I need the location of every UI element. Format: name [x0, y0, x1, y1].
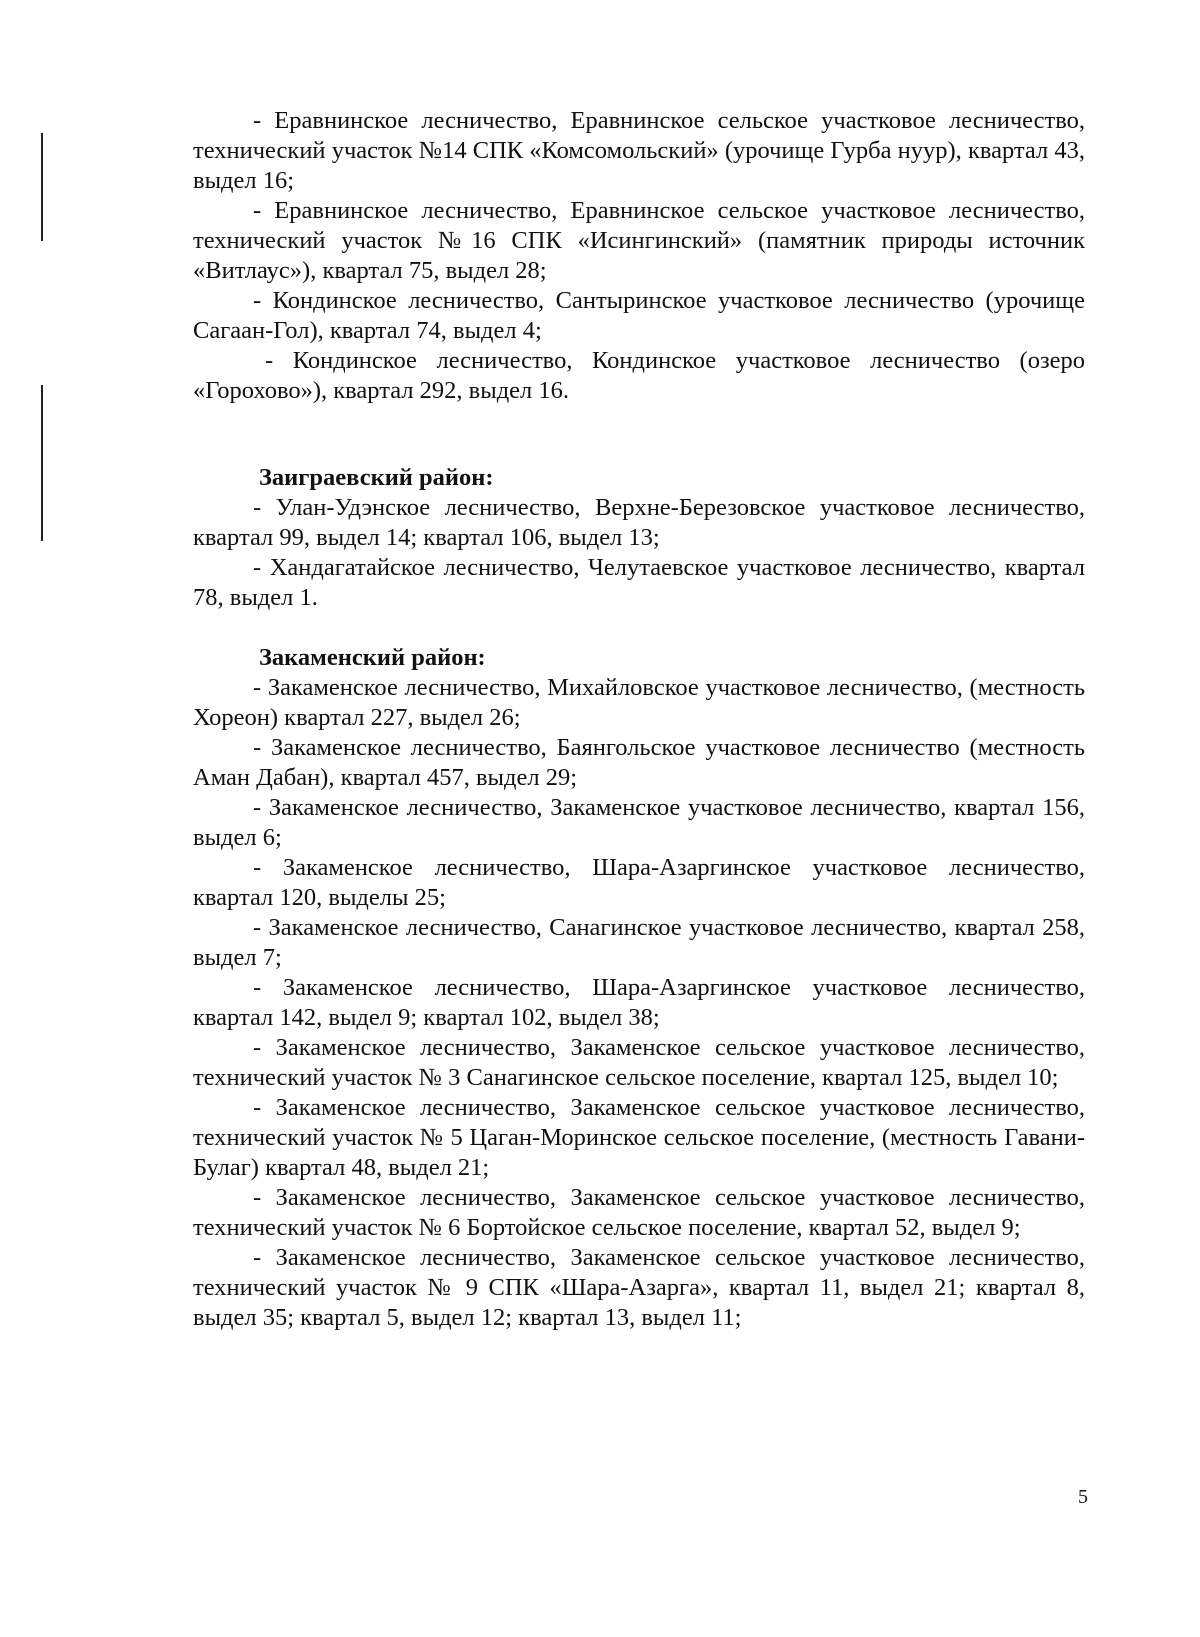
margin-scan-line	[41, 385, 43, 541]
list-item: - Кондинское лесничество, Кондинское участковое лесничество (озеро «Горохово»), квартал 292, выдел 16.	[193, 347, 1085, 404]
section-heading: Заиграевский район:	[259, 464, 494, 491]
margin-scan-line	[41, 133, 43, 241]
spacer	[193, 406, 1085, 463]
document-body	[193, 106, 1085, 1333]
page-number: 5	[1078, 1486, 1088, 1508]
list-item: - Закаменское лесничество, Санагинское участковое лесничество, квартал 258, выдел 7;	[193, 914, 1085, 971]
list-item: - Еравнинское лесничество, Еравнинское сельское участковое лесничество, технический участок №16 СПК «Исингинский» (памятник природы источник «Витлаус»), квартал 75, выдел 28;	[193, 197, 1085, 284]
spacer	[193, 613, 1085, 643]
list-item: - Улан-Удэнское лесничество, Верхне-Березовское участковое лесничество, квартал 99, выдел 14; квартал 106, выдел 13;	[193, 494, 1085, 551]
list-item: - Закаменское лесничество, Шара-Азаргинское участковое лесничество, квартал 142, выдел 9; квартал 102, выдел 38;	[193, 974, 1085, 1031]
list-item: - Еравнинское лесничество, Еравнинское сельское участковое лесничество, технический участок №14 СПК «Комсомольский» (урочище Гурба нуур), квартал 43, выдел 16;	[193, 107, 1085, 194]
list-item: - Хандагатайское лесничество, Челутаевское участковое лесничество, квартал 78, выдел 1.	[193, 554, 1085, 611]
section-heading: Закаменский район:	[259, 644, 486, 671]
list-item: - Закаменское лесничество, Закаменское сельское участковое лесничество, технический участок № 6 Бортойское сельское поселение, квартал 52, выдел 9;	[193, 1184, 1085, 1241]
list-item: - Закаменское лесничество, Закаменское сельское участковое лесничество, технический участок № 9 СПК «Шара-Азарга», квартал 11, выдел 21; квартал 8, выдел 35; квартал 5, выдел 12; квартал 13, выдел 11;	[193, 1244, 1085, 1331]
list-item: - Закаменское лесничество, Шара-Азаргинское участковое лесничество, квартал 120, выделы 25;	[193, 854, 1085, 911]
list-item: - Закаменское лесничество, Закаменское участковое лесничество, квартал 156, выдел 6;	[193, 794, 1085, 851]
list-item: - Закаменское лесничество, Михайловское участковое лесничество, (местность Хореон) квартал 227, выдел 26;	[193, 674, 1085, 731]
list-item: - Закаменское лесничество, Закаменское сельское участковое лесничество, технический участок № 3 Санагинское сельское поселение, квартал 125, выдел 10;	[193, 1034, 1085, 1091]
list-item: - Кондинское лесничество, Сантыринское участковое лесничество (урочище Сагаан-Гол), квартал 74, выдел 4;	[193, 287, 1085, 344]
list-item: - Закаменское лесничество, Баянгольское участковое лесничество (местность Аман Дабан), квартал 457, выдел 29;	[193, 734, 1085, 791]
list-item: - Закаменское лесничество, Закаменское сельское участковое лесничество, технический участок № 5 Цаган-Моринское сельское поселение, (местность Гавани-Булаг) квартал 48, выдел 21;	[193, 1094, 1085, 1181]
